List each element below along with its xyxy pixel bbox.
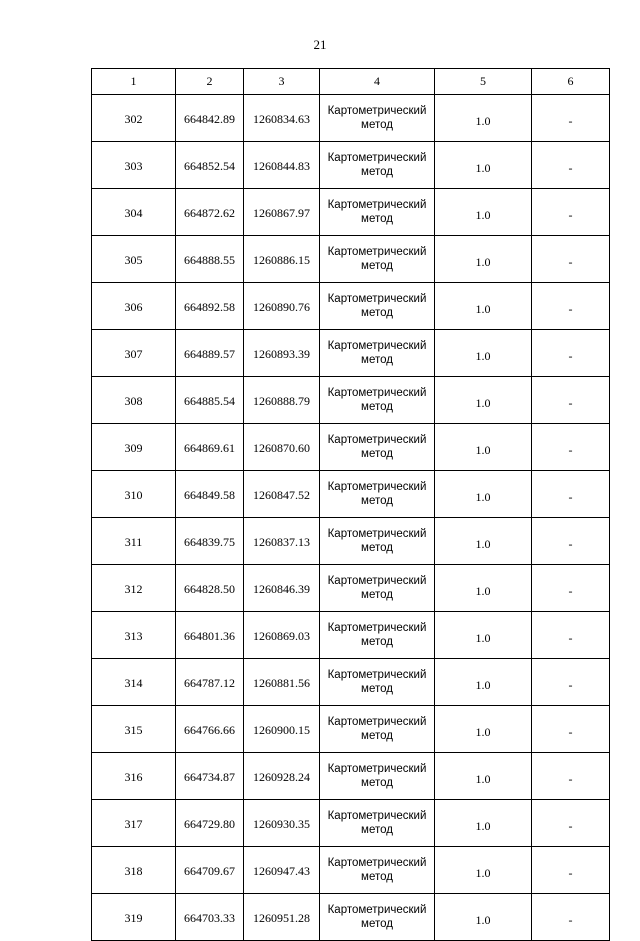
header-col-5: 5	[435, 69, 532, 95]
y-coordinate-cell: 1260888.79	[244, 377, 320, 424]
accuracy-cell: 1.0	[435, 612, 532, 659]
table-row	[92, 659, 610, 706]
table-row	[92, 612, 610, 659]
point-number-cell: 303	[92, 142, 176, 189]
point-number-cell: 312	[92, 565, 176, 612]
y-coordinate-cell: 1260947.43	[244, 847, 320, 894]
accuracy-cell: 1.0	[435, 95, 532, 142]
accuracy-cell: 1.0	[435, 283, 532, 330]
point-number-cell: 309	[92, 424, 176, 471]
y-coordinate-cell: 1260890.76	[244, 283, 320, 330]
point-number-cell: 314	[92, 659, 176, 706]
note-cell: -	[532, 236, 610, 283]
header-col-6: 6	[532, 69, 610, 95]
header-col-2: 2	[176, 69, 244, 95]
method-cell: Картометрический метод	[320, 847, 435, 894]
table-body	[92, 95, 610, 941]
note-cell: -	[532, 471, 610, 518]
point-number-cell: 310	[92, 471, 176, 518]
accuracy-cell: 1.0	[435, 706, 532, 753]
y-coordinate-cell: 1260847.52	[244, 471, 320, 518]
method-cell: Картометрический метод	[320, 377, 435, 424]
method-cell: Картометрический метод	[320, 95, 435, 142]
x-coordinate-cell: 664709.67	[176, 847, 244, 894]
accuracy-cell: 1.0	[435, 330, 532, 377]
header-col-4: 4	[320, 69, 435, 95]
table-row	[92, 424, 610, 471]
coordinates-table	[91, 68, 610, 941]
table-row	[92, 800, 610, 847]
x-coordinate-cell: 664888.55	[176, 236, 244, 283]
table-row	[92, 518, 610, 565]
x-coordinate-cell: 664872.62	[176, 189, 244, 236]
x-coordinate-cell: 664734.87	[176, 753, 244, 800]
x-coordinate-cell: 664885.54	[176, 377, 244, 424]
y-coordinate-cell: 1260928.24	[244, 753, 320, 800]
point-number-cell: 302	[92, 95, 176, 142]
accuracy-cell: 1.0	[435, 753, 532, 800]
y-coordinate-cell: 1260893.39	[244, 330, 320, 377]
method-cell: Картометрический метод	[320, 189, 435, 236]
point-number-cell: 318	[92, 847, 176, 894]
table-row	[92, 236, 610, 283]
method-cell: Картометрический метод	[320, 706, 435, 753]
method-cell: Картометрический метод	[320, 894, 435, 941]
accuracy-cell: 1.0	[435, 894, 532, 941]
accuracy-cell: 1.0	[435, 189, 532, 236]
note-cell: -	[532, 565, 610, 612]
note-cell: -	[532, 518, 610, 565]
y-coordinate-cell: 1260900.15	[244, 706, 320, 753]
x-coordinate-cell: 664766.66	[176, 706, 244, 753]
x-coordinate-cell: 664869.61	[176, 424, 244, 471]
accuracy-cell: 1.0	[435, 659, 532, 706]
y-coordinate-cell: 1260846.39	[244, 565, 320, 612]
method-cell: Картометрический метод	[320, 424, 435, 471]
point-number-cell: 316	[92, 753, 176, 800]
x-coordinate-cell: 664787.12	[176, 659, 244, 706]
method-cell: Картометрический метод	[320, 612, 435, 659]
x-coordinate-cell: 664839.75	[176, 518, 244, 565]
accuracy-cell: 1.0	[435, 236, 532, 283]
accuracy-cell: 1.0	[435, 424, 532, 471]
method-cell: Картометрический метод	[320, 142, 435, 189]
y-coordinate-cell: 1260834.63	[244, 95, 320, 142]
y-coordinate-cell: 1260870.60	[244, 424, 320, 471]
note-cell: -	[532, 95, 610, 142]
point-number-cell: 315	[92, 706, 176, 753]
page-number: 21	[313, 37, 327, 52]
header-col-3: 3	[244, 69, 320, 95]
note-cell: -	[532, 377, 610, 424]
x-coordinate-cell: 664889.57	[176, 330, 244, 377]
method-cell: Картометрический метод	[320, 753, 435, 800]
method-cell: Картометрический метод	[320, 518, 435, 565]
point-number-cell: 311	[92, 518, 176, 565]
point-number-cell: 306	[92, 283, 176, 330]
accuracy-cell: 1.0	[435, 142, 532, 189]
y-coordinate-cell: 1260869.03	[244, 612, 320, 659]
header-row	[92, 69, 610, 95]
table-row	[92, 283, 610, 330]
method-cell: Картометрический метод	[320, 565, 435, 612]
y-coordinate-cell: 1260881.56	[244, 659, 320, 706]
x-coordinate-cell: 664828.50	[176, 565, 244, 612]
y-coordinate-cell: 1260886.15	[244, 236, 320, 283]
point-number-cell: 304	[92, 189, 176, 236]
x-coordinate-cell: 664729.80	[176, 800, 244, 847]
note-cell: -	[532, 706, 610, 753]
method-cell: Картометрический метод	[320, 659, 435, 706]
y-coordinate-cell: 1260867.97	[244, 189, 320, 236]
table-header	[92, 69, 610, 95]
point-number-cell: 319	[92, 894, 176, 941]
point-number-cell: 307	[92, 330, 176, 377]
point-number-cell: 308	[92, 377, 176, 424]
note-cell: -	[532, 424, 610, 471]
note-cell: -	[532, 894, 610, 941]
x-coordinate-cell: 664849.58	[176, 471, 244, 518]
note-cell: -	[532, 612, 610, 659]
table-row	[92, 753, 610, 800]
table-row	[92, 706, 610, 753]
table-row	[92, 142, 610, 189]
header-col-1: 1	[92, 69, 176, 95]
accuracy-cell: 1.0	[435, 565, 532, 612]
y-coordinate-cell: 1260844.83	[244, 142, 320, 189]
accuracy-cell: 1.0	[435, 800, 532, 847]
method-cell: Картометрический метод	[320, 471, 435, 518]
method-cell: Картометрический метод	[320, 236, 435, 283]
x-coordinate-cell: 664703.33	[176, 894, 244, 941]
x-coordinate-cell: 664801.36	[176, 612, 244, 659]
y-coordinate-cell: 1260930.35	[244, 800, 320, 847]
point-number-cell: 317	[92, 800, 176, 847]
x-coordinate-cell: 664852.54	[176, 142, 244, 189]
note-cell: -	[532, 330, 610, 377]
table-row	[92, 565, 610, 612]
table-row	[92, 471, 610, 518]
accuracy-cell: 1.0	[435, 518, 532, 565]
table-row	[92, 95, 610, 142]
method-cell: Картометрический метод	[320, 800, 435, 847]
note-cell: -	[532, 189, 610, 236]
table-row	[92, 189, 610, 236]
table-row	[92, 847, 610, 894]
note-cell: -	[532, 847, 610, 894]
table-row	[92, 377, 610, 424]
x-coordinate-cell: 664892.58	[176, 283, 244, 330]
table-row	[92, 330, 610, 377]
table-row	[92, 894, 610, 941]
point-number-cell: 305	[92, 236, 176, 283]
note-cell: -	[532, 753, 610, 800]
method-cell: Картометрический метод	[320, 330, 435, 377]
method-cell: Картометрический метод	[320, 283, 435, 330]
note-cell: -	[532, 800, 610, 847]
y-coordinate-cell: 1260951.28	[244, 894, 320, 941]
note-cell: -	[532, 142, 610, 189]
point-number-cell: 313	[92, 612, 176, 659]
note-cell: -	[532, 659, 610, 706]
x-coordinate-cell: 664842.89	[176, 95, 244, 142]
accuracy-cell: 1.0	[435, 377, 532, 424]
note-cell: -	[532, 283, 610, 330]
accuracy-cell: 1.0	[435, 847, 532, 894]
y-coordinate-cell: 1260837.13	[244, 518, 320, 565]
accuracy-cell: 1.0	[435, 471, 532, 518]
